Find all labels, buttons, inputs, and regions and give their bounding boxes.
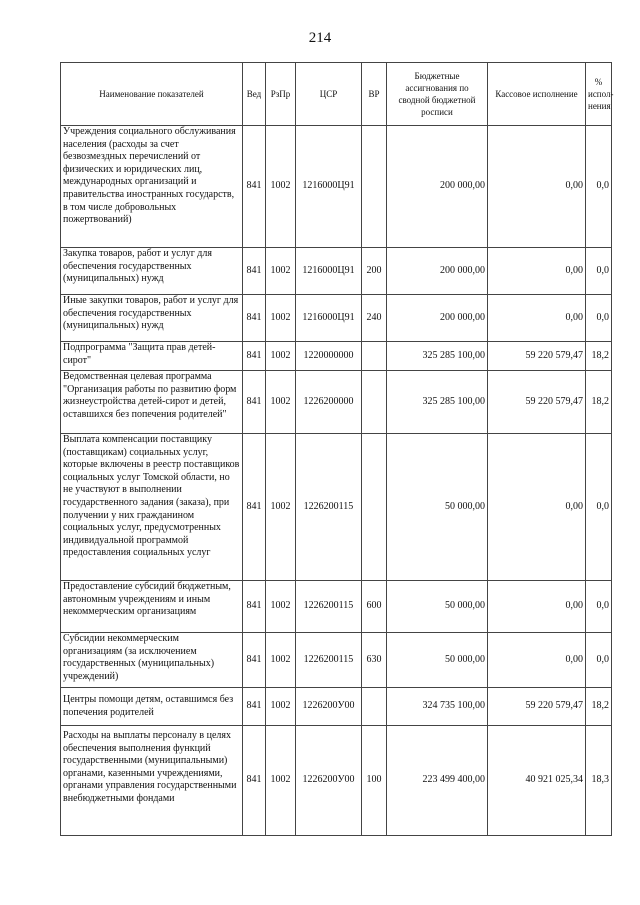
row-budget: 325 285 100,00 <box>387 371 488 434</box>
table-row <box>61 688 612 726</box>
row-cash: 0,00 <box>488 126 586 248</box>
row-vr <box>362 371 387 434</box>
row-name: Субсидии некоммерческим организациям (за исключением государственных (муниципальных) учреждений) <box>61 633 243 688</box>
row-cash: 59 220 579,47 <box>488 342 586 371</box>
row-vr: 600 <box>362 581 387 633</box>
row-budget: 200 000,00 <box>387 248 488 295</box>
row-name: Учреждения социального обслуживания населения (расходы за счет безвозмездных перечислений от физических и юридических лиц, международных организаций и правительства иностранных государств, в том числе добровольных пожертвований) <box>61 126 243 248</box>
row-ved: 841 <box>243 342 266 371</box>
row-ved: 841 <box>243 726 266 836</box>
row-pct: 0,0 <box>586 434 612 581</box>
row-ved: 841 <box>243 295 266 342</box>
row-csr: 1216000Ц91 <box>296 126 362 248</box>
row-name: Центры помощи детям, оставшимся без попечения родителей <box>61 688 243 726</box>
row-cash: 0,00 <box>488 434 586 581</box>
row-name: Расходы на выплаты персоналу в целях обеспечения выполнения функций государственными (муниципальными) органами, казенными учреждениями, органами управления государственными внебюджетными фондами <box>61 726 243 836</box>
header-csr: ЦСР <box>296 63 362 126</box>
table-row <box>61 581 612 633</box>
row-vr <box>362 126 387 248</box>
row-budget: 50 000,00 <box>387 581 488 633</box>
row-csr: 1226200У00 <box>296 726 362 836</box>
row-rzpr: 1002 <box>266 248 296 295</box>
row-csr: 1220000000 <box>296 342 362 371</box>
row-name: Закупка товаров, работ и услуг для обеспечения государственных (муниципальных) нужд <box>61 248 243 295</box>
row-pct: 0,0 <box>586 248 612 295</box>
row-ved: 841 <box>243 688 266 726</box>
row-name: Подпрограмма "Защита прав детей-сирот" <box>61 342 243 371</box>
row-rzpr: 1002 <box>266 633 296 688</box>
header-cash: Кассовое исполнение <box>488 63 586 126</box>
row-budget: 325 285 100,00 <box>387 342 488 371</box>
row-cash: 0,00 <box>488 248 586 295</box>
header-budget: Бюджетные ассигнования по сводной бюджетной росписи <box>387 63 488 126</box>
row-csr: 1226200У00 <box>296 688 362 726</box>
table-row <box>61 248 612 295</box>
table-row <box>61 342 612 371</box>
row-ved: 841 <box>243 126 266 248</box>
row-vr <box>362 434 387 581</box>
row-vr: 630 <box>362 633 387 688</box>
row-pct: 0,0 <box>586 581 612 633</box>
table-row <box>61 726 612 836</box>
row-rzpr: 1002 <box>266 726 296 836</box>
row-cash: 59 220 579,47 <box>488 371 586 434</box>
row-cash: 40 921 025,34 <box>488 726 586 836</box>
row-budget: 200 000,00 <box>387 295 488 342</box>
row-name: Выплата компенсации поставщику (поставщикам) социальных услуг, которые включены в реестр поставщиков социальных услуг Томской области, но не участвуют в выполнении государственного задания (заказа), при получении у них гражданином социальных услуг, предусмотренных индивидуальной программой предоставления социальных услуг <box>61 434 243 581</box>
row-rzpr: 1002 <box>266 295 296 342</box>
header-name: Наименование показателей <box>61 63 243 126</box>
row-pct: 18,2 <box>586 688 612 726</box>
row-vr: 200 <box>362 248 387 295</box>
row-ved: 841 <box>243 248 266 295</box>
row-name: Иные закупки товаров, работ и услуг для обеспечения государственных (муниципальных) нужд <box>61 295 243 342</box>
table-row <box>61 126 612 248</box>
table-row <box>61 633 612 688</box>
row-cash: 59 220 579,47 <box>488 688 586 726</box>
row-rzpr: 1002 <box>266 371 296 434</box>
row-csr: 1226200115 <box>296 434 362 581</box>
row-rzpr: 1002 <box>266 342 296 371</box>
page-number: 214 <box>308 30 332 46</box>
budget-execution-table <box>60 62 612 836</box>
header-rzpr: РзПр <box>266 63 296 126</box>
row-pct: 18,2 <box>586 371 612 434</box>
row-name: Ведомственная целевая программа "Организация работы по развитию форм жизнеустройства детей-сирот и детей, оставшихся без попечения родителей" <box>61 371 243 434</box>
header-ved: Вед <box>243 63 266 126</box>
row-ved: 841 <box>243 581 266 633</box>
row-pct: 18,3 <box>586 726 612 836</box>
row-cash: 0,00 <box>488 295 586 342</box>
row-budget: 223 499 400,00 <box>387 726 488 836</box>
row-pct: 18,2 <box>586 342 612 371</box>
table-row <box>61 295 612 342</box>
row-vr <box>362 342 387 371</box>
row-ved: 841 <box>243 434 266 581</box>
row-vr <box>362 688 387 726</box>
row-cash: 0,00 <box>488 633 586 688</box>
header-pct: % испол-нения <box>586 63 612 126</box>
row-csr: 1226200115 <box>296 581 362 633</box>
row-vr: 240 <box>362 295 387 342</box>
row-cash: 0,00 <box>488 581 586 633</box>
table-header-row <box>61 63 612 126</box>
row-pct: 0,0 <box>586 295 612 342</box>
row-ved: 841 <box>243 371 266 434</box>
row-rzpr: 1002 <box>266 688 296 726</box>
row-rzpr: 1002 <box>266 126 296 248</box>
row-budget: 50 000,00 <box>387 434 488 581</box>
header-vr: ВР <box>362 63 387 126</box>
row-pct: 0,0 <box>586 633 612 688</box>
row-csr: 1226200115 <box>296 633 362 688</box>
row-rzpr: 1002 <box>266 434 296 581</box>
table-row <box>61 371 612 434</box>
table-row <box>61 434 612 581</box>
row-csr: 1216000Ц91 <box>296 295 362 342</box>
row-budget: 200 000,00 <box>387 126 488 248</box>
row-budget: 324 735 100,00 <box>387 688 488 726</box>
row-rzpr: 1002 <box>266 581 296 633</box>
row-name: Предоставление субсидий бюджетным, автономным учреждениям и иным некоммерческим организациям <box>61 581 243 633</box>
row-ved: 841 <box>243 633 266 688</box>
row-csr: 1216000Ц91 <box>296 248 362 295</box>
row-budget: 50 000,00 <box>387 633 488 688</box>
row-csr: 1226200000 <box>296 371 362 434</box>
row-vr: 100 <box>362 726 387 836</box>
row-pct: 0,0 <box>586 126 612 248</box>
